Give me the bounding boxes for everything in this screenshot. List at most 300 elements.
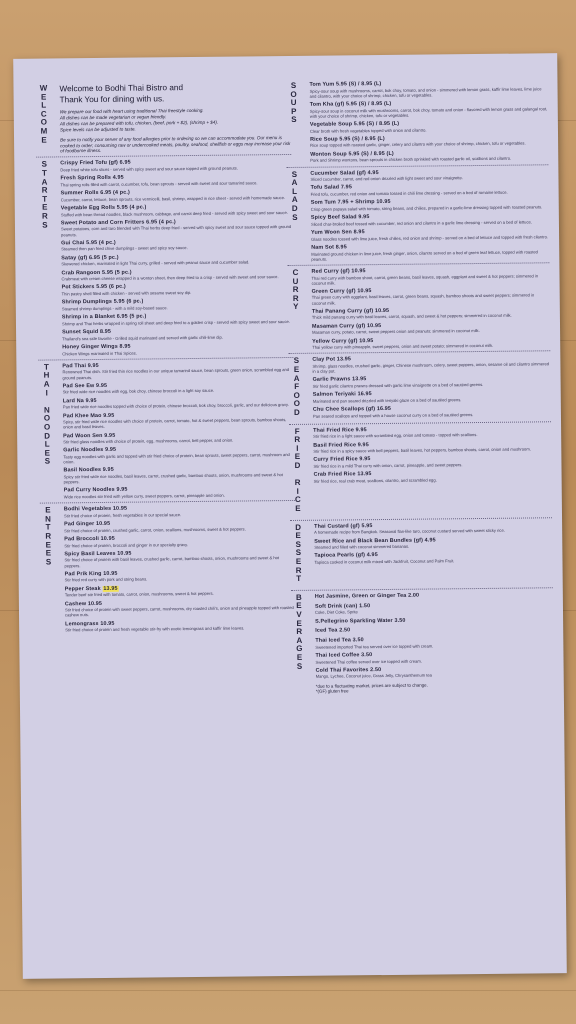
menu-item bbox=[61, 188, 292, 202]
menu-item-title: Pot Stickers 5.95 (6 pc.) bbox=[61, 284, 126, 291]
menu-item bbox=[312, 355, 550, 374]
menu-item-description: Clear broth with fresh vegetables topped with onion and cilantro. bbox=[309, 127, 427, 134]
menu-item-title: Hot Jasmine, Green or Ginger Tea 2.00 bbox=[314, 592, 420, 600]
menu-item-description: Sliced char-broiled beef tossed with cucumber, red onion and cilantro in a garlic lime dressing - served on a bed of lettuce. bbox=[310, 219, 532, 227]
menu-item-description: Steamed and filled with coconut simmered bananas. bbox=[314, 543, 410, 550]
menu-item-title: Iced Tea 2.50 bbox=[315, 627, 351, 635]
menu-item-title: Summer Rolls 6.95 (4 pc.) bbox=[60, 189, 130, 197]
menu-item bbox=[311, 266, 549, 285]
menu-item-description: Shrimp, glass noodles, crushed garlic, ginger, Chinese mushroom, celery, sweet peppers, onion, sesame oil and cilantro simmered in a clay pot. bbox=[312, 361, 550, 374]
menu-item bbox=[62, 297, 293, 311]
section-divider bbox=[291, 587, 553, 591]
menu-item-description: Chicken Wings marinated in Thai Spices. bbox=[62, 350, 137, 356]
section-label-letter: C bbox=[294, 495, 301, 505]
section-label bbox=[35, 84, 52, 144]
footnote: *due to a fluctuating market, prices are subject to change. bbox=[315, 682, 428, 689]
menu-item-title: Thai Iced Tea 3.50 bbox=[315, 637, 364, 644]
section-divider bbox=[38, 357, 293, 361]
menu-item-description: Pan seared scallops and topped with a house coconut curry on a bed of sautéed greens. bbox=[312, 411, 474, 419]
menu-section-beverages bbox=[291, 591, 554, 695]
menu-item-title: Honey Ginger Wings 8.95 bbox=[62, 343, 131, 351]
welcome-title-line: Welcome to Bodhi Thai Bistro and bbox=[59, 83, 184, 94]
menu-item-title: Soft Drink (can) 1.50 bbox=[314, 602, 371, 610]
menu-item-title: Tapioca Pearls (gf) 4.95 bbox=[314, 552, 378, 560]
menu-section-welcome bbox=[35, 82, 291, 155]
menu-item bbox=[63, 430, 294, 444]
menu-item-description: Cucumber, carrot, lettuce, bean sprouts, rice vermicelli, basil, shrimp, wrapped in rice sheet - served with homemade sauce. bbox=[60, 194, 286, 203]
menu-section-salads bbox=[286, 168, 549, 262]
section-label-letter: E bbox=[45, 548, 52, 558]
section-label bbox=[36, 161, 53, 230]
section-label-letter: R bbox=[292, 293, 299, 303]
section-label-letter: S bbox=[293, 356, 300, 366]
menu-item bbox=[64, 534, 295, 548]
menu-item bbox=[310, 99, 548, 118]
section-label-letter: A bbox=[41, 177, 48, 187]
menu-item bbox=[65, 618, 296, 632]
menu-item-title: Pad Khee Mao 9.95 bbox=[62, 412, 115, 419]
section-content bbox=[64, 504, 296, 632]
section-label-letter: C bbox=[292, 267, 299, 277]
menu-item-title: Basil Noodles 9.95 bbox=[63, 467, 114, 474]
menu-item-description: Mango, Lychee, Coconut juice, Grass Jelly, Chrysanthemum tea bbox=[315, 672, 432, 680]
menu-item bbox=[314, 521, 552, 535]
menu-item-title: Som Tum 7.95 + Shrimp 10.95 bbox=[310, 199, 391, 207]
menu-item-title: Cashew 10.95 bbox=[64, 600, 103, 607]
section-label-letter: N bbox=[43, 405, 50, 415]
menu-item-description: Renowned Thai dish. Stir fried thin rice noodles in our unique tamarind sauce, bean sprouts, green onion, scrambled egg and ground peanuts. bbox=[62, 367, 290, 380]
menu-item-description: Pan fried wide rice noodles topped with choice of protein, chinese broccoli, bok choy, broccoli, garlic, and our delicious gravy. bbox=[62, 402, 289, 410]
section-label-letter: D bbox=[44, 431, 51, 441]
menu-item bbox=[60, 158, 291, 172]
menu-item-description: Thick mild panang curry with basil leaves, carrot, squash, and sweet & hot peppers; simmered in coconut milk. bbox=[311, 313, 512, 321]
section-label-letter: O bbox=[293, 390, 300, 400]
section-label-letter: S bbox=[291, 115, 297, 125]
section-content bbox=[315, 591, 554, 694]
menu-section-seafood bbox=[288, 355, 551, 422]
menu-item-title: S.Pellegrino Sparkling Water 3.50 bbox=[315, 617, 406, 625]
menu-item bbox=[61, 253, 292, 267]
menu-item-title: Wonton Soup 5.95 (S) / 8.95 (L) bbox=[310, 150, 394, 158]
section-label-letter: R bbox=[45, 531, 52, 541]
section-label bbox=[290, 523, 307, 583]
menu-item-title: Pad See Ew 9.95 bbox=[62, 382, 108, 390]
section-label bbox=[40, 507, 57, 567]
welcome-title-line: Thank You for dining with us. bbox=[59, 93, 165, 104]
menu-item-title: Basil Fried Rice 9.95 bbox=[313, 441, 369, 449]
section-label-letter: R bbox=[41, 185, 48, 195]
menu-item-description: Spicy stir fried wide rice noodles, basil leaves, carrot, crushed garlic, bamboo shoots, onion, mushrooms and sweet & hot peppers. bbox=[63, 472, 283, 485]
menu-item-description: Steamed shrimp dumplings - with a mild soy-based sauce. bbox=[61, 305, 168, 312]
menu-item-title: Satay (gf) 6.95 (5 pc.) bbox=[61, 254, 119, 262]
menu-item-title: Thai Panang Curry (gf) 10.95 bbox=[311, 307, 390, 315]
section-label-letter: G bbox=[296, 644, 303, 654]
menu-item bbox=[314, 551, 552, 565]
menu-item-description: Stir fried rice in a spicy sauce with bell peppers, basil leaves, hot peppers, bamboo shoots, carrot, onion and mushroom. bbox=[313, 446, 531, 454]
menu-item bbox=[62, 282, 293, 296]
section-label-letter: S bbox=[44, 456, 51, 466]
section-divider bbox=[287, 262, 549, 266]
menu-item bbox=[310, 134, 548, 148]
menu-item bbox=[63, 465, 294, 484]
menu-item-description: Coke, Diet Coke, Sprite bbox=[314, 609, 358, 615]
menu-section-fried-rice bbox=[289, 425, 552, 518]
menu-item-description: Stir fried garlic cilantro prawns dressed with garlic lime vinaigrette on a bed of sautéed greens. bbox=[312, 381, 484, 389]
menu-item bbox=[311, 242, 549, 261]
section-label-letter: E bbox=[296, 601, 302, 611]
menu-item bbox=[62, 312, 293, 326]
section-divider bbox=[290, 517, 552, 521]
menu-item-description: Spicy-sour soup with mushrooms, carrot, bok choy, tomato, and onion - simmered with lemon grass, kaffir lime leaves, lime juice and cilantro, with your choice of shrimp, chicken, tofu or vegetables. bbox=[309, 85, 542, 99]
menu-item-title: Pad Prik King 10.95 bbox=[64, 570, 118, 578]
section-label-letter: C bbox=[40, 109, 47, 119]
menu-item bbox=[60, 173, 291, 187]
menu-item-description: Stir fried red curry with pork and string beans. bbox=[64, 576, 148, 583]
section-label bbox=[285, 82, 301, 125]
section-label-letter: E bbox=[40, 92, 47, 102]
menu-item-title: Spicy Basil Leaves 10.95 bbox=[64, 550, 132, 558]
section-label-letter: A bbox=[296, 635, 303, 645]
menu-item-title: Lemongrass 10.95 bbox=[65, 620, 115, 627]
menu-item-description: Stir fried rice in a mild Thai curry with onion, carrot, pineapple, and sweet peppers. bbox=[313, 462, 463, 469]
menu-item bbox=[61, 268, 292, 282]
menu-item-title: Yellow Curry (gf) 10.95 bbox=[312, 337, 374, 345]
section-label-letter: P bbox=[291, 106, 297, 116]
section-label-letter: R bbox=[294, 478, 301, 488]
menu-item-description: Shrimp and Thai herbs wrapped in spring roll sheet and deep fried to a golden crisp - served with spicy sweet and sour sauce. bbox=[61, 318, 290, 327]
section-label-letter: R bbox=[41, 211, 48, 221]
menu-item-title: Tofu Salad 7.95 bbox=[310, 184, 353, 192]
section-label-letter: S bbox=[295, 548, 302, 558]
menu-item-description: Stir fried choice of protein with sweet peppers, carrot, mushrooms, dry roasted chili's, onion and pineapple topped with roasted cashew nuts. bbox=[64, 605, 294, 618]
menu-item-description: Wide rice noodles stir fried with yellow curry, sweet peppers, carrot, pineapple and onion. bbox=[63, 492, 225, 500]
menu-item-title: Spicy Beef Salad 9.95 bbox=[310, 214, 370, 221]
section-label-letter: R bbox=[294, 435, 301, 445]
menu-item bbox=[311, 183, 549, 197]
menu-item-description: Stir fried rice, real crab meat, scallions, cilantro, and scrambled egg. bbox=[313, 477, 437, 484]
menu-item bbox=[63, 396, 294, 410]
section-label-letter: E bbox=[293, 364, 300, 375]
menu-item-title: Tom Kha (gf) 5.95 (S) / 8.95 (L) bbox=[309, 100, 392, 108]
menu-item-title: Crab Rangoon 5.95 (5 pc.) bbox=[61, 269, 132, 276]
menu-item-title: Crispy Fried Tofu (gf) 6.95 bbox=[60, 159, 131, 167]
menu-item-title: Thai Custard (gf) 5.95 bbox=[314, 522, 373, 530]
section-content bbox=[309, 79, 548, 163]
menu-item bbox=[315, 616, 553, 625]
menu-sheet bbox=[13, 53, 567, 979]
menu-item-description: Deep fried white tofu slices - served with spicy sweet and sour sauce topped with ground peanuts. bbox=[60, 165, 238, 173]
menu-item-title: Shrimp in a Blanket 6.95 (5 pc.) bbox=[61, 313, 147, 321]
menu-item-description: Spicy-sour soup in coconut milk with mushrooms, carrot, bok choy, tomato and onion - flavored with lemon grass and galangal root, with your choice of shrimp, chicken, tofu or vegetables. bbox=[309, 105, 548, 119]
section-label-letter: Y bbox=[293, 302, 299, 312]
menu-item bbox=[309, 79, 547, 98]
section-divider bbox=[40, 500, 295, 504]
menu-item bbox=[312, 336, 550, 350]
section-content bbox=[310, 168, 549, 262]
menu-item bbox=[315, 650, 553, 664]
section-label-letter: A bbox=[293, 373, 300, 383]
menu-item-description: Glass noodles tossed with lime juice, fresh chilies, red onion and shrimp - served on a bed of lettuce and topped with fresh cilantro. bbox=[311, 233, 549, 242]
section-label-letter: T bbox=[41, 168, 47, 178]
menu-item-name bbox=[315, 626, 553, 635]
section-label-letter: L bbox=[41, 100, 47, 110]
menu-item-description: Fried tofu, cucumber, red onion and tomato tossed in chili lime dressing - served on a bed of romaine lettuce. bbox=[310, 189, 508, 197]
menu-item bbox=[314, 470, 552, 484]
menu-item-title: Cucumber Salad (gf) 4.95 bbox=[310, 169, 379, 177]
section-label-letter: E bbox=[45, 540, 52, 550]
menu-section-starters bbox=[36, 158, 293, 356]
menu-item-title: Rice Soup 5.95 (S) / 8.95 (L) bbox=[310, 135, 385, 143]
section-content bbox=[62, 361, 294, 500]
menu-item-description: Skewered chicken, marinated in light Thai curry, grilled - served with peanut sauce and cucumber salad. bbox=[61, 259, 250, 267]
menu-item bbox=[315, 601, 553, 615]
menu-item-description: Stir fried choice of protein, fresh vegetables in our special sauce. bbox=[63, 511, 182, 519]
menu-item-title: Vegetable Soup 5.95 (S) / 8.95 (L) bbox=[309, 120, 400, 128]
menu-item bbox=[62, 327, 293, 341]
menu-item-description: Spicy, stir fried wide rice noodles with choice of protein, carrot, tomato, hot & sweet peppers, bean sprouts, bamboo shoots, onion and basil leaves. bbox=[62, 417, 287, 430]
menu-item-description: Marinated ground chicken in lime juice, fresh ginger, onion, cilantro served on a bed of green leaf lettuce, topped with roasted peanuts. bbox=[311, 248, 538, 262]
menu-item-title: Cold Thai Favorites 2.50 bbox=[315, 666, 382, 674]
menu-item-description: Thai green curry with eggplant, basil leaves, carrot, green beans, squash, bamboo shoots and sweet peppers; simmered in coconut milk. bbox=[311, 292, 535, 306]
menu-item-title: Vegetable Egg Rolls 5.95 (4 pc.) bbox=[60, 204, 147, 212]
menu-item-title: Clay Pot 13.95 bbox=[312, 356, 352, 364]
section-label-letter: O bbox=[293, 399, 300, 409]
menu-item-title: Sweet Potato and Corn Fritters 6.95 (4 pc.) bbox=[60, 219, 176, 227]
section-label-letter: L bbox=[292, 186, 298, 196]
menu-item-description: Marinated and pan seared drizzled with teriyaki glaze on a bed of sautéed greens. bbox=[312, 397, 462, 404]
section-label-letter: T bbox=[42, 194, 48, 204]
menu-item bbox=[63, 445, 294, 464]
section-content bbox=[312, 355, 551, 419]
section-label-letter: R bbox=[296, 627, 303, 637]
menu-item-title: Thai Fried Rice 9.95 bbox=[313, 426, 367, 434]
section-label-letter: E bbox=[42, 202, 48, 212]
allergy-notice: Be sure to notify your server of any food allergies prior to ordering so we can accommodate you. Our menu is cooked to order; consuming raw or undercooked meats, poultry, seafood, shellfish or eggs may increase your risk of foodborne illness. bbox=[60, 134, 291, 154]
section-label-letter: A bbox=[43, 379, 50, 389]
section-label-letter: N bbox=[45, 514, 51, 524]
section-label bbox=[291, 594, 308, 672]
section-label-letter: S bbox=[290, 80, 297, 90]
menu-item-title: Pad Curry Noodles 9.95 bbox=[63, 487, 128, 494]
menu-item bbox=[64, 485, 295, 499]
section-label bbox=[286, 170, 303, 222]
menu-item bbox=[310, 168, 548, 182]
section-label-letter: M bbox=[40, 126, 48, 136]
menu-item-title: Pad Ginger 10.95 bbox=[64, 520, 111, 528]
intro-line: All dishes can be prepared with tofu, chicken, (beef, pork + $2), (shrimp + $4). bbox=[59, 119, 219, 127]
menu-item-title: Green Curry (gf) 10.95 bbox=[311, 288, 372, 295]
section-label bbox=[289, 427, 306, 513]
section-label-letter: E bbox=[41, 135, 47, 145]
menu-right-column bbox=[285, 79, 553, 694]
menu-item-description: Stir fried choice of protein and fresh vegetable stir-fry with exotic lemongrass and kaffir lime leaves. bbox=[65, 625, 245, 633]
section-label bbox=[287, 269, 303, 312]
menu-item-description: Sliced cucumber, carrot, and red onion drizzled with light sweet and sour vinaigrette. bbox=[310, 175, 463, 182]
section-label-letter: E bbox=[45, 505, 51, 515]
menu-item bbox=[313, 455, 551, 469]
intro-line: All dishes can be made vegetarian or vegan friendly. bbox=[59, 114, 167, 121]
section-divider bbox=[286, 164, 548, 168]
menu-item-description: Sweetened Thai coffee served over ice topped with cream. bbox=[315, 658, 422, 665]
intro-line: Spice levels can be adjusted to taste. bbox=[59, 126, 136, 133]
section-divider bbox=[288, 351, 550, 355]
section-label-letter: S bbox=[295, 539, 302, 549]
menu-section-entrees bbox=[40, 504, 296, 633]
menu-item bbox=[64, 549, 295, 568]
menu-item-title: Red Curry (gf) 10.95 bbox=[311, 268, 366, 275]
menu-item-title: Shrimp Dumplings 5.95 (6 pc.) bbox=[61, 298, 144, 306]
section-label bbox=[38, 363, 55, 466]
menu-item-description: Tasty egg noodles with garlic and topped with stir fried choice of protein, bean sprouts, sweet peppers, carrot, mushroom and onion. bbox=[63, 451, 290, 465]
menu-item bbox=[313, 375, 551, 389]
section-label-letter: T bbox=[296, 574, 302, 584]
section-label-letter: S bbox=[292, 212, 298, 222]
menu-item bbox=[315, 626, 553, 635]
menu-item bbox=[316, 665, 554, 679]
menu-item-title: Chu Chee Scallops (gf) 16.95 bbox=[312, 406, 392, 413]
section-label-letter: E bbox=[296, 652, 303, 662]
menu-item-description: Thailand's sea side favorite - Grilled squid marinated and served with garlic chili-lime dip. bbox=[62, 334, 223, 342]
section-label-letter: O bbox=[40, 117, 48, 127]
menu-item-name bbox=[315, 616, 553, 625]
section-label-letter: S bbox=[45, 557, 52, 567]
menu-section-soups bbox=[285, 79, 548, 163]
section-label-letter: F bbox=[294, 426, 300, 436]
section-label-letter: I bbox=[296, 443, 299, 453]
menu-section-curry bbox=[287, 266, 550, 350]
section-label-letter: L bbox=[44, 439, 50, 449]
section-label-letter: S bbox=[291, 169, 298, 179]
menu-item bbox=[61, 238, 292, 252]
section-label-letter: S bbox=[42, 220, 48, 230]
section-label-letter: R bbox=[292, 284, 299, 295]
menu-item bbox=[310, 149, 548, 163]
footnotes bbox=[316, 681, 554, 695]
section-label-letter: E bbox=[44, 448, 51, 458]
menu-item-title: Gui Chai 5.95 (4 pc.) bbox=[61, 239, 116, 247]
menu-item bbox=[64, 504, 295, 518]
section-label-letter: O bbox=[290, 89, 297, 99]
menu-item-title: Fresh Spring Rolls 4.95 bbox=[60, 174, 124, 182]
menu-item-title: Lard Na 9.95 bbox=[62, 397, 97, 405]
menu-item bbox=[310, 119, 548, 133]
section-label-letter: D bbox=[294, 460, 301, 470]
menu-item bbox=[313, 390, 551, 404]
menu-item-title: Tom Yum 5.95 (S) / 8.95 (L) bbox=[309, 81, 382, 88]
menu-item-title: Sunset Squid 8.95 bbox=[62, 328, 112, 336]
section-label-letter: A bbox=[291, 178, 298, 188]
menu-item-title: Masaman Curry (gf) 10.95 bbox=[311, 322, 382, 330]
menu-item-description: Stir fried choice of protein, broccoli and ginger in our specialty gravy. bbox=[64, 541, 189, 548]
menu-item bbox=[315, 635, 553, 649]
menu-item bbox=[313, 425, 551, 439]
menu-item-description: Stir fried rice in a light sauce with scrambled egg, onion and tomato - topped with scallions. bbox=[313, 432, 478, 440]
section-label bbox=[288, 357, 305, 417]
welcome-title bbox=[59, 82, 290, 105]
menu-item bbox=[65, 598, 296, 617]
menu-item-title: Pad Broccoli 10.95 bbox=[64, 535, 115, 543]
menu-item-description: Tapioca cooked in coconut milk mixed with Jackfruit, Coconut and Palm Fruit. bbox=[314, 558, 455, 565]
menu-item-title: Nam Sot 8.95 bbox=[311, 244, 347, 251]
menu-item bbox=[64, 519, 295, 533]
menu-item-title: Garlic Prawns 13.95 bbox=[312, 376, 367, 384]
menu-item-description: Thai yellow curry with pineapple, sweet peppers, onion and sweet potato; simmered in coconut milk. bbox=[312, 343, 494, 350]
menu-item-title: Yum Woon Sen 8.95 bbox=[311, 229, 365, 236]
section-label-letter: U bbox=[290, 98, 297, 108]
menu-item-description: Tender beef stir fried with tomato, carrot, onion, mushrooms, sweet & hot peppers. bbox=[64, 591, 214, 598]
menu-item bbox=[311, 212, 549, 226]
menu-item bbox=[61, 218, 292, 237]
section-label-letter: V bbox=[296, 609, 302, 619]
menu-item-title: Crab Fried Rice 13.95 bbox=[313, 471, 372, 479]
menu-item bbox=[312, 306, 550, 320]
menu-item-title: Sweet Rice and Black Bean Bundles (gf) 4.95 bbox=[314, 537, 436, 545]
section-label-letter: R bbox=[295, 565, 302, 575]
menu-item-description: Pork and Shrimp wontons, bean sprouts in chicken broth sprinkled with roasted garlic oil, scallions and cilantro. bbox=[310, 155, 512, 164]
menu-item-description: Stir fried glass noodles with choice of protein, egg, mushrooms, carrot, bell pepper, and onion. bbox=[63, 437, 234, 445]
menu-item bbox=[63, 381, 294, 395]
section-label-letter: W bbox=[39, 83, 48, 93]
section-label-letter: T bbox=[43, 362, 49, 372]
section-label-letter: E bbox=[295, 531, 301, 541]
section-label-letter: A bbox=[291, 195, 298, 205]
menu-section-thai-noodles bbox=[38, 361, 294, 500]
intro-text bbox=[60, 107, 291, 133]
menu-item-description: Stir fried wide rice noodles with egg, bok choy, chinese broccoli in a light soy sauce. bbox=[62, 388, 215, 395]
menu-item bbox=[63, 410, 294, 429]
section-label-letter: S bbox=[41, 159, 48, 169]
menu-item-description: Crabmeat with cream cheese wrapped in a wonton sheet, then deep fried to a crisp - served with sweet and sour sauce. bbox=[61, 274, 279, 282]
section-divider bbox=[36, 154, 291, 158]
menu-item-title: Pepper Steak bbox=[64, 585, 101, 593]
menu-item bbox=[62, 361, 293, 380]
menu-item bbox=[312, 321, 550, 335]
section-label-letter: E bbox=[295, 503, 301, 513]
menu-item-description: Thai spring rolls filled with carrot, cucumber, tofu, bean sprouts - served with sweet and sour tamarind sauce. bbox=[60, 180, 258, 188]
menu-item bbox=[311, 227, 549, 241]
menu-item-description: Stir fried choice of protein, crushed garlic, carrot, onion, scallions, mushrooms, sweet & hot peppers. bbox=[64, 526, 246, 534]
menu-left-column bbox=[35, 82, 299, 636]
menu-item-description: Steamed then pan fried chive dumplings - sweet and spicy soy sauce. bbox=[61, 245, 188, 252]
menu-item bbox=[62, 342, 293, 356]
menu-item-title: Curry Fried Rice 9.95 bbox=[313, 456, 371, 464]
menu-item-description: Stuffed with bean thread noodles, black mushroom, cabbage, and carrot deep fried - served with spicy sweet and sour sauce. bbox=[60, 209, 288, 217]
menu-item-title: Thai Iced Coffee 3.50 bbox=[315, 652, 373, 659]
menu-item bbox=[313, 440, 551, 454]
menu-section-dessert bbox=[290, 521, 553, 588]
menu-item-description: A homemade recipe from Bangkok. Seasonal flan-like taro, coconut custard served with sweet sticky rice. bbox=[314, 528, 505, 535]
section-label-letter: I bbox=[296, 486, 299, 496]
menu-item-title: Pad Woon Sen 9.95 bbox=[63, 432, 116, 439]
section-label-letter: E bbox=[295, 556, 302, 566]
section-label-letter: D bbox=[293, 407, 300, 417]
section-label-letter: S bbox=[296, 661, 303, 671]
section-label-letter: T bbox=[45, 522, 51, 532]
menu-item-description: Rice soup topped with roasted garlic, ginger, celery and cilantro with your choice of shrimp, chicken, tofu or vegetables. bbox=[310, 140, 526, 149]
menu-item-description: Masaman curry, potato, carrot, sweet peppers onion and peanuts; simmered in coconut milk. bbox=[312, 328, 480, 336]
section-label-letter: D bbox=[295, 522, 302, 532]
menu-item-title: Garlic Noodles 9.95 bbox=[63, 447, 117, 454]
menu-item bbox=[61, 203, 292, 217]
section-label-letter: H bbox=[43, 370, 50, 380]
highlighted-price: 13.95 bbox=[103, 585, 118, 592]
menu-item bbox=[312, 286, 550, 305]
intro-line: We prepare our food with heart using traditional Thai freestyle cooking. bbox=[59, 107, 204, 115]
section-label-letter: E bbox=[296, 618, 302, 628]
section-label-letter: U bbox=[292, 276, 299, 286]
menu-item bbox=[311, 198, 549, 212]
section-content bbox=[59, 82, 291, 155]
